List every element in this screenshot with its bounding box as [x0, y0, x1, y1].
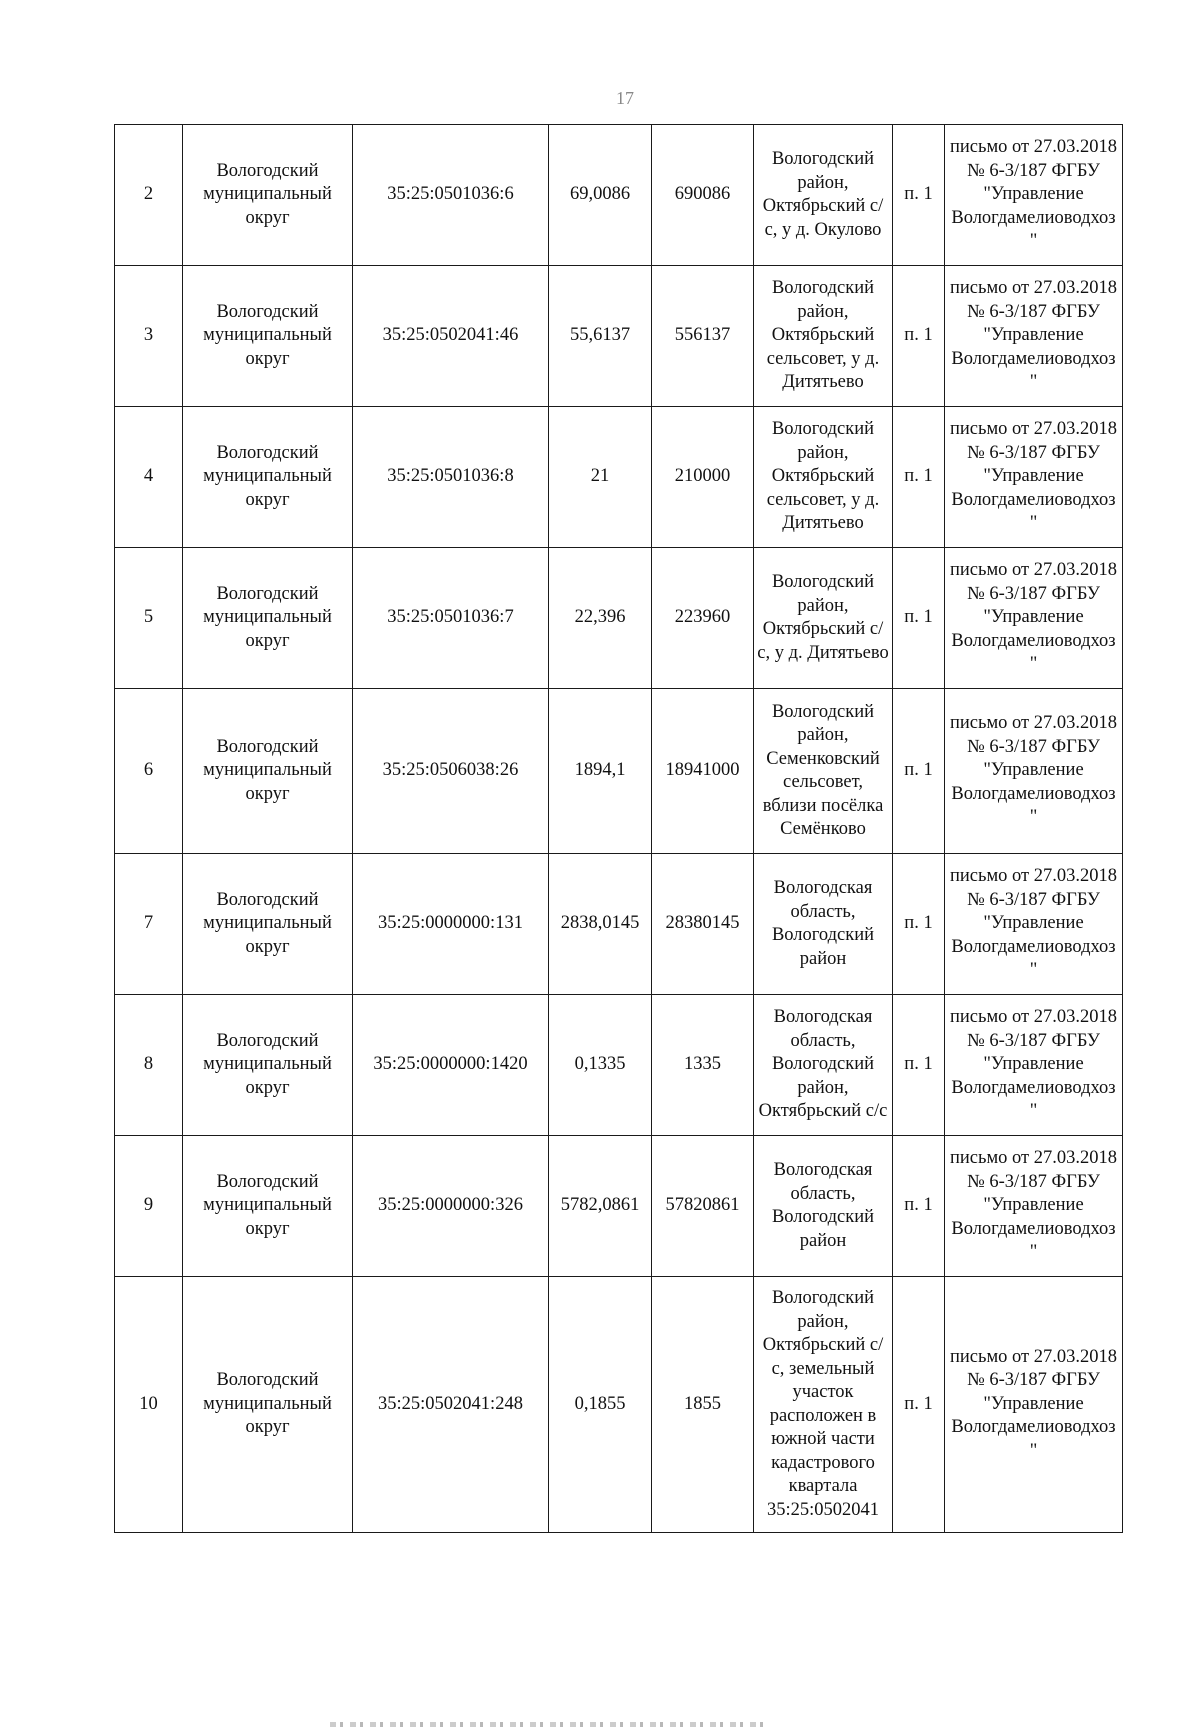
cell-basis: письмо от 27.03.2018 № 6-3/187 ФГБУ "Управление Вологдамелиоводхоз"	[945, 1136, 1123, 1277]
table-row	[115, 995, 1123, 1136]
table-body	[115, 125, 1123, 1533]
cell-number: 7	[115, 854, 183, 995]
cell-clause: п. 1	[893, 125, 945, 266]
cell-area-sqm: 28380145	[652, 854, 754, 995]
cell-basis: письмо от 27.03.2018 № 6-3/187 ФГБУ "Управление Вологдамелиоводхоз"	[945, 407, 1123, 548]
cell-clause: п. 1	[893, 689, 945, 854]
cell-cadastral-number: 35:25:0501036:6	[353, 125, 549, 266]
table-row	[115, 854, 1123, 995]
cell-cadastral-number: 35:25:0000000:326	[353, 1136, 549, 1277]
cell-basis: письмо от 27.03.2018 № 6-3/187 ФГБУ "Управление Вологдамелиоводхоз"	[945, 995, 1123, 1136]
cell-area-sqm: 210000	[652, 407, 754, 548]
cell-number: 2	[115, 125, 183, 266]
cell-address: Вологодская область, Вологодский район, Октябрьский с/с	[754, 995, 893, 1136]
cell-address: Вологодский район, Октябрьский с/с, у д. Окулово	[754, 125, 893, 266]
cell-clause: п. 1	[893, 548, 945, 689]
cell-number: 4	[115, 407, 183, 548]
cell-area-ha: 5782,0861	[549, 1136, 652, 1277]
cell-clause: п. 1	[893, 854, 945, 995]
cell-owner: Вологодский муниципальный округ	[183, 407, 353, 548]
cell-owner: Вологодский муниципальный округ	[183, 548, 353, 689]
cell-number: 10	[115, 1277, 183, 1533]
cell-cadastral-number: 35:25:0501036:8	[353, 407, 549, 548]
scan-artifact	[330, 1722, 770, 1727]
cell-area-sqm: 1335	[652, 995, 754, 1136]
cell-area-ha: 0,1855	[549, 1277, 652, 1533]
cell-address: Вологодский район, Октябрьский сельсовет, у д. Дитятьево	[754, 407, 893, 548]
cell-owner: Вологодский муниципальный округ	[183, 689, 353, 854]
cell-area-sqm: 690086	[652, 125, 754, 266]
cell-area-sqm: 57820861	[652, 1136, 754, 1277]
cell-area-sqm: 556137	[652, 266, 754, 407]
cell-clause: п. 1	[893, 266, 945, 407]
cell-basis: письмо от 27.03.2018 № 6-3/187 ФГБУ "Управление Вологдамелиоводхоз"	[945, 689, 1123, 854]
cell-area-sqm: 18941000	[652, 689, 754, 854]
table-row	[115, 689, 1123, 854]
cell-number: 6	[115, 689, 183, 854]
cell-area-ha: 55,6137	[549, 266, 652, 407]
cell-cadastral-number: 35:25:0000000:1420	[353, 995, 549, 1136]
cell-address: Вологодский район, Октябрьский с/с, земельный участок расположен в южной части кадастрового квартала 35:25:0502041	[754, 1277, 893, 1533]
cell-area-ha: 69,0086	[549, 125, 652, 266]
cell-address: Вологодская область, Вологодский район	[754, 1136, 893, 1277]
cell-owner: Вологодский муниципальный округ	[183, 854, 353, 995]
table-row	[115, 1277, 1123, 1533]
cell-area-ha: 22,396	[549, 548, 652, 689]
cell-cadastral-number: 35:25:0502041:248	[353, 1277, 549, 1533]
cell-number: 9	[115, 1136, 183, 1277]
cell-number: 8	[115, 995, 183, 1136]
cell-clause: п. 1	[893, 1136, 945, 1277]
table-row	[115, 548, 1123, 689]
cell-address: Вологодский район, Семенковский сельсовет, вблизи посёлка Семёнково	[754, 689, 893, 854]
table-row	[115, 125, 1123, 266]
cell-clause: п. 1	[893, 407, 945, 548]
cell-basis: письмо от 27.03.2018 № 6-3/187 ФГБУ "Управление Вологдамелиоводхоз"	[945, 1277, 1123, 1533]
cell-cadastral-number: 35:25:0501036:7	[353, 548, 549, 689]
cell-owner: Вологодский муниципальный округ	[183, 1277, 353, 1533]
table-row	[115, 407, 1123, 548]
cell-owner: Вологодский муниципальный округ	[183, 266, 353, 407]
cell-cadastral-number: 35:25:0506038:26	[353, 689, 549, 854]
cell-area-sqm: 1855	[652, 1277, 754, 1533]
cell-owner: Вологодский муниципальный округ	[183, 1136, 353, 1277]
cell-cadastral-number: 35:25:0502041:46	[353, 266, 549, 407]
cell-basis: письмо от 27.03.2018 № 6-3/187 ФГБУ "Управление Вологдамелиоводхоз"	[945, 854, 1123, 995]
cell-cadastral-number: 35:25:0000000:131	[353, 854, 549, 995]
cell-address: Вологодский район, Октябрьский с/с, у д. Дитятьево	[754, 548, 893, 689]
cell-area-ha: 21	[549, 407, 652, 548]
cell-basis: письмо от 27.03.2018 № 6-3/187 ФГБУ "Управление Вологдамелиоводхоз"	[945, 266, 1123, 407]
cell-basis: письмо от 27.03.2018 № 6-3/187 ФГБУ "Управление Вологдамелиоводхоз"	[945, 548, 1123, 689]
land-registry-table	[114, 124, 1123, 1533]
cell-number: 5	[115, 548, 183, 689]
cell-basis: письмо от 27.03.2018 № 6-3/187 ФГБУ "Управление Вологдамелиоводхоз"	[945, 125, 1123, 266]
cell-clause: п. 1	[893, 1277, 945, 1533]
cell-address: Вологодский район, Октябрьский сельсовет, у д. Дитятьево	[754, 266, 893, 407]
cell-address: Вологодская область, Вологодский район	[754, 854, 893, 995]
page-number: 17	[616, 88, 634, 108]
cell-number: 3	[115, 266, 183, 407]
cell-area-ha: 2838,0145	[549, 854, 652, 995]
cell-area-ha: 0,1335	[549, 995, 652, 1136]
cell-area-sqm: 223960	[652, 548, 754, 689]
cell-owner: Вологодский муниципальный округ	[183, 995, 353, 1136]
cell-area-ha: 1894,1	[549, 689, 652, 854]
table-row	[115, 266, 1123, 407]
cell-owner: Вологодский муниципальный округ	[183, 125, 353, 266]
cell-clause: п. 1	[893, 995, 945, 1136]
table-row	[115, 1136, 1123, 1277]
